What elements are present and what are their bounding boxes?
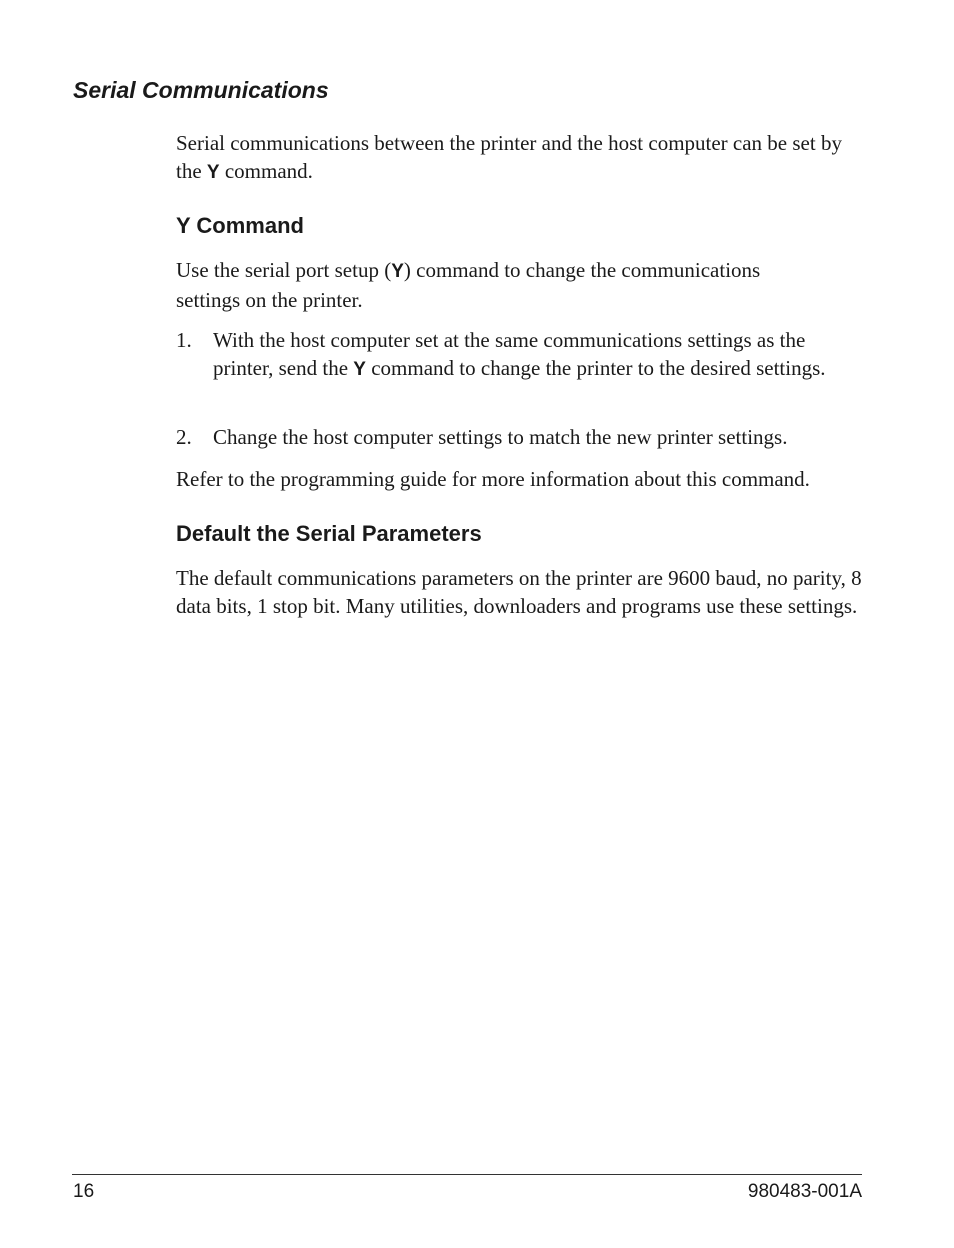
footer-divider — [72, 1174, 862, 1175]
y-command-heading: Y Command — [176, 213, 304, 238]
defaults-heading: Default the Serial Parameters — [176, 521, 482, 546]
y-command-code: Y — [353, 359, 366, 380]
description-text: Use the serial port setup ( — [176, 258, 392, 282]
list-item-number: 2. — [176, 425, 192, 449]
list-item-text — [213, 326, 853, 384]
step-text: With the host computer set at the same communications settings as the printer, send the — [213, 328, 806, 380]
document-number: 980483-001A — [747, 1181, 862, 1202]
section-title: Serial Communications — [73, 77, 329, 103]
defaults-paragraph: The default communications parameters on the printer are 9600 baud, no parity, 8 data bits, 1 stop bit. Many utilities, downloaders and programs use these settings. — [176, 566, 862, 618]
list-item-text: Change the host computer settings to match the new printer settings. — [213, 425, 788, 449]
intro-text-end: command. — [219, 159, 313, 183]
list-item-number: 1. — [176, 328, 192, 352]
y-command-code: Y — [206, 162, 220, 183]
list-item — [176, 326, 866, 384]
step-text-end: command to change the printer to the desired settings. — [365, 356, 826, 380]
y-command-description — [176, 256, 816, 314]
page-number: 16 — [73, 1181, 95, 1202]
intro-paragraph — [176, 129, 866, 187]
list-item — [176, 423, 866, 451]
refer-paragraph: Refer to the programming guide for more information about this command. — [176, 467, 810, 491]
y-command-code: Y — [391, 261, 404, 282]
description-text-end: ) command to change the communications settings on the printer. — [176, 258, 761, 312]
intro-text: Serial communications between the printer and the host computer can be set by the — [176, 131, 842, 183]
